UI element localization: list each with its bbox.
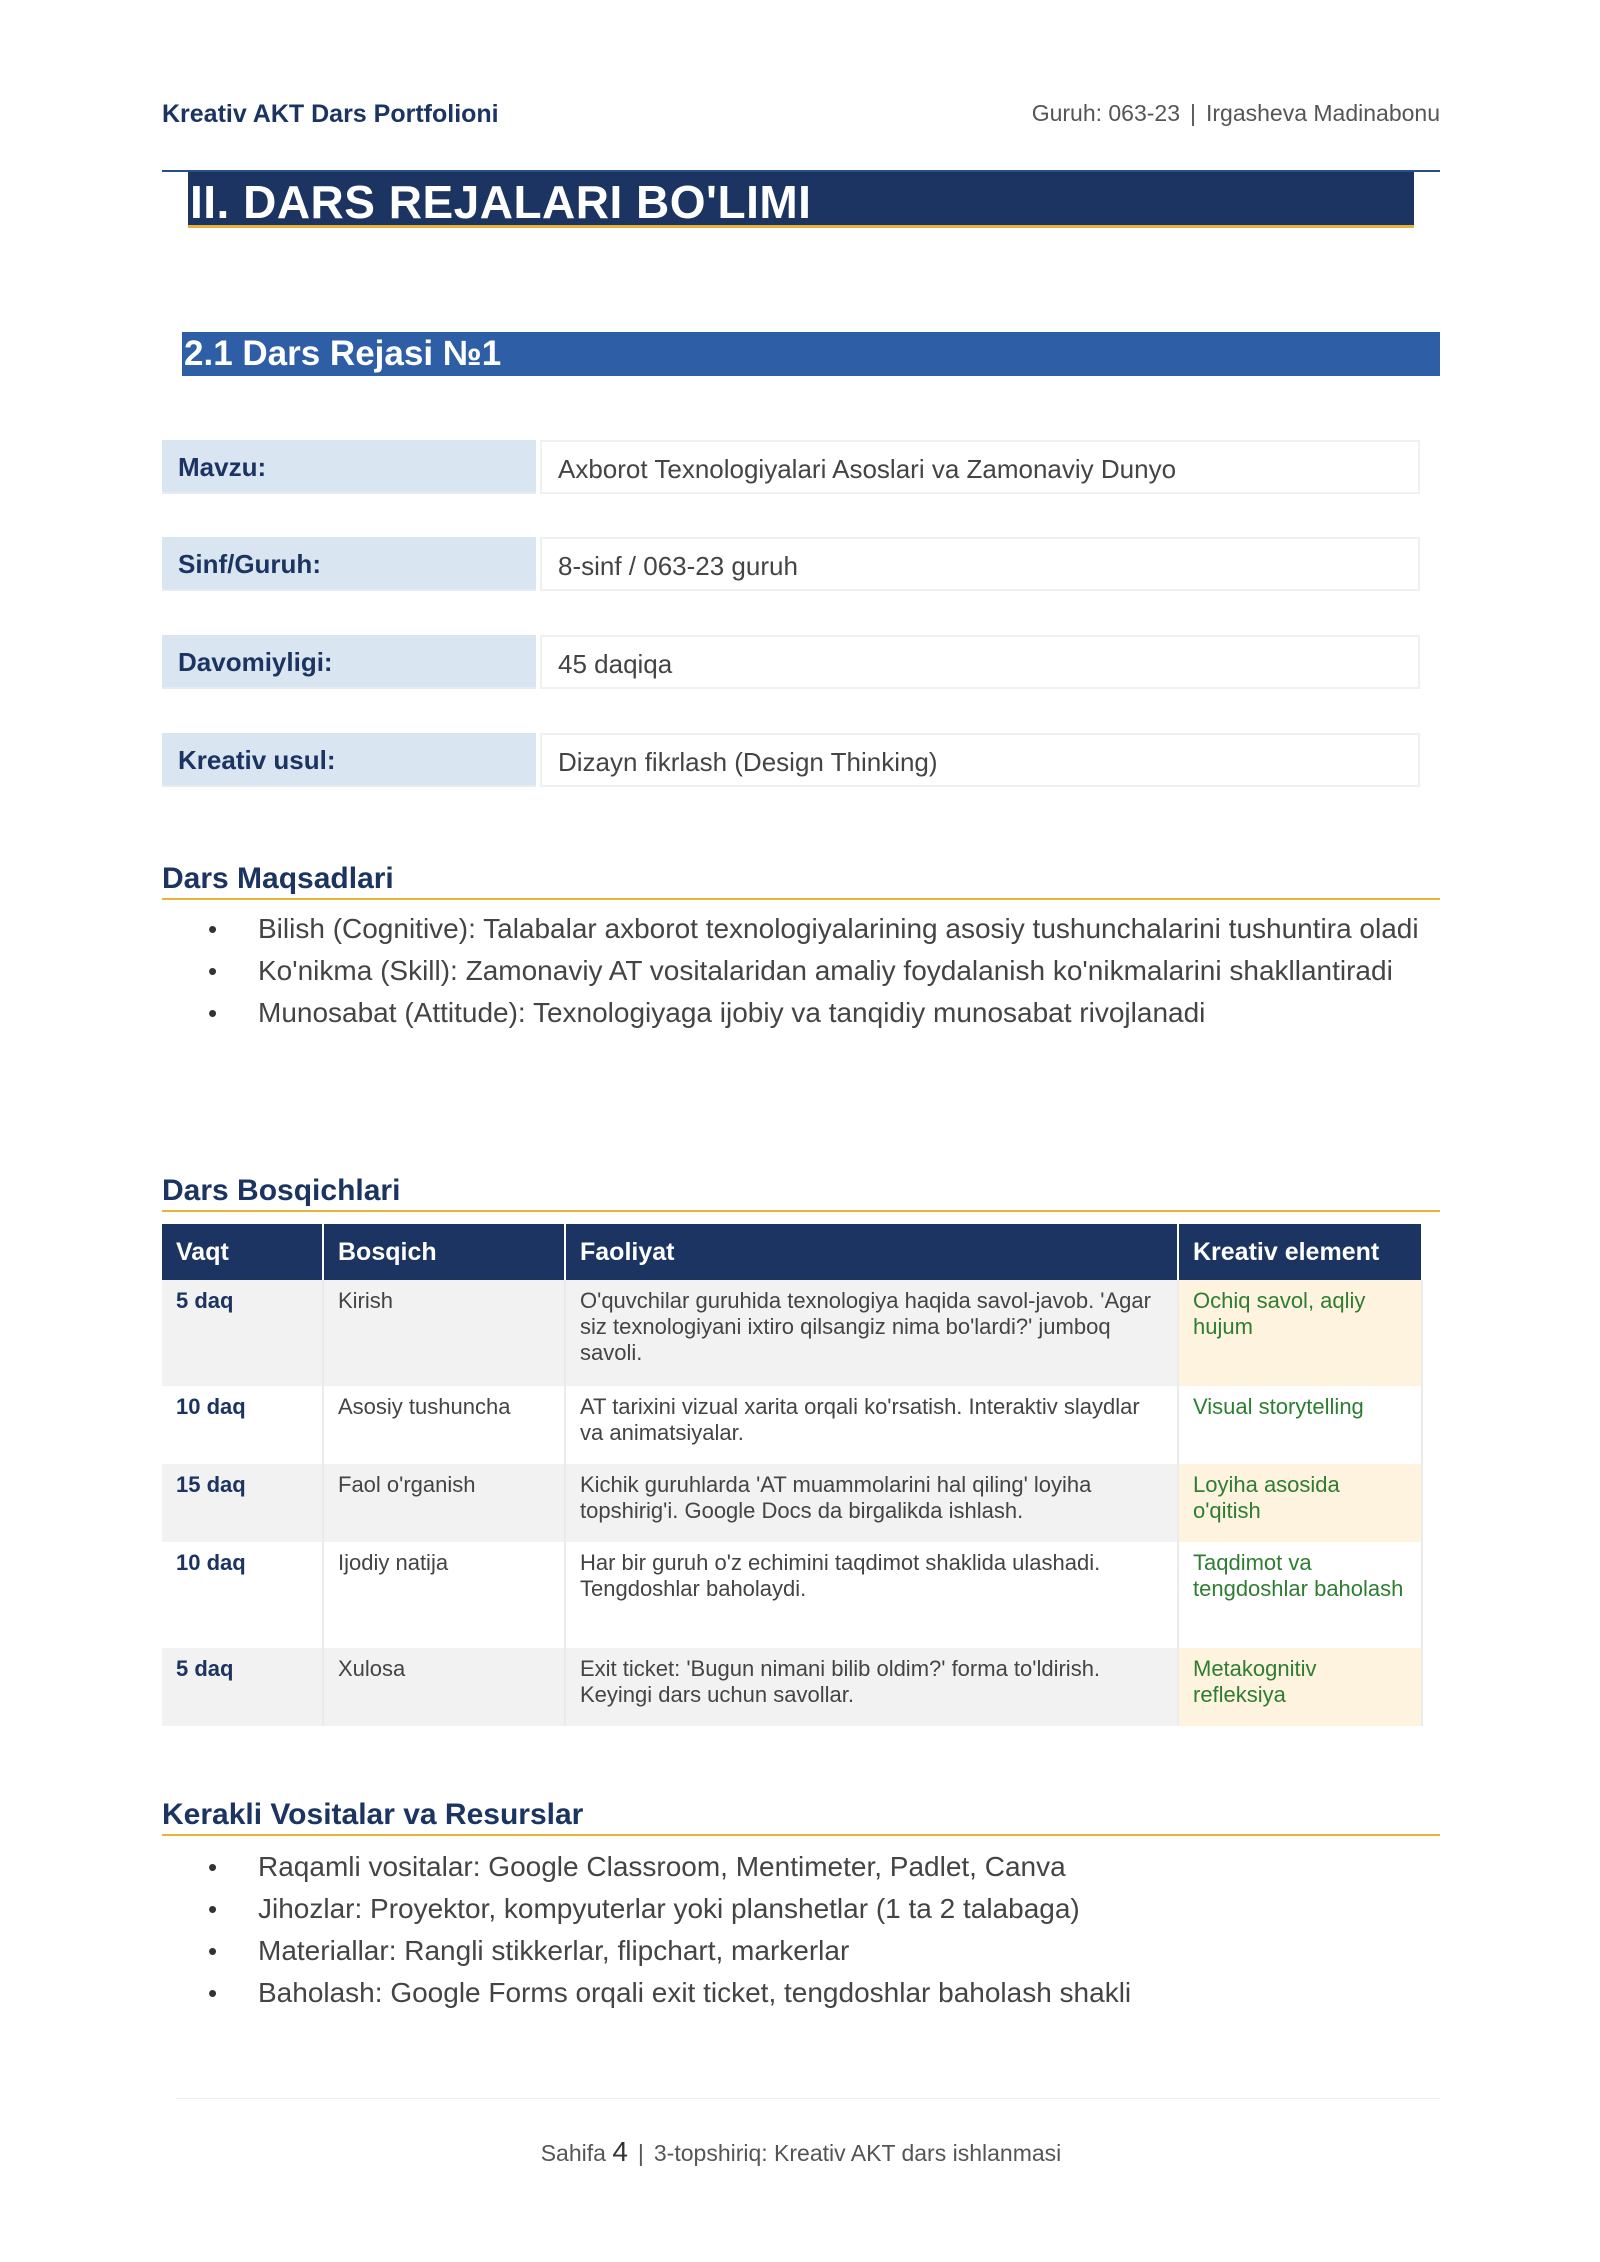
- column-header: Vaqt: [162, 1224, 323, 1280]
- assignment-label: 3-topshiriq: Kreativ AKT dars ishlanmasi: [653, 2140, 1062, 2166]
- info-label: Davomiyligi:: [162, 635, 536, 689]
- list-item: • Ko'nikma (Skill): Zamonaviy AT vositalaridan amaliy foydalanish ko'nikmalarini shakllantiradi: [208, 955, 1393, 986]
- table-row: [162, 1280, 1422, 1386]
- list-item: • Baholash: Google Forms orqali exit ticket, tengdoshlar baholash shakli: [208, 1977, 1132, 2008]
- bullet-icon: •: [208, 998, 218, 1028]
- resources-heading: Kerakli Vositalar va Resurslar: [162, 1798, 1440, 1836]
- info-row-class: [162, 537, 1420, 591]
- stages-heading: Dars Bosqichlari: [162, 1174, 1440, 1212]
- list-item: • Jihozlar: Proyektor, kompyuterlar yoki planshetlar (1 ta 2 talabaga): [208, 1893, 1080, 1924]
- info-label: Mavzu:: [162, 440, 536, 494]
- time-cell: 5 daq: [162, 1280, 323, 1386]
- footer-separator: |: [637, 2140, 644, 2166]
- activity-cell: Har bir guruh o'z echimini taqdimot shaklida ulashadi. Tengdoshlar baholaydi.: [565, 1542, 1178, 1648]
- page-header: [162, 100, 1440, 130]
- portfolio-title: Kreativ AKT Dars Portfolioni: [162, 100, 499, 128]
- section-title: II. DARS REJALARI BO'LIMI: [190, 176, 812, 228]
- section-banner: [188, 172, 1414, 228]
- page-footer: [162, 2136, 1440, 2168]
- stage-cell: Ijodiy natija: [323, 1542, 565, 1648]
- header-meta: [1032, 100, 1440, 127]
- table-header-row: [162, 1224, 1422, 1280]
- list-item: • Raqamli vositalar: Google Classroom, Mentimeter, Padlet, Canva: [208, 1851, 1066, 1882]
- info-value: 8-sinf / 063-23 guruh: [540, 537, 1420, 591]
- stage-cell: Kirish: [323, 1280, 565, 1386]
- goals-list: [162, 912, 1440, 1030]
- bullet-icon: •: [208, 956, 218, 986]
- goals-heading: Dars Maqsadlari: [162, 862, 1440, 900]
- page-number: 4: [612, 2136, 628, 2167]
- info-value: Axborot Texnologiyalari Asoslari va Zamonaviy Dunyo: [540, 440, 1420, 494]
- table-row: [162, 1386, 1422, 1464]
- info-row-duration: [162, 635, 1420, 689]
- stage-cell: Asosiy tushuncha: [323, 1386, 565, 1464]
- creative-cell: Metakognitiv refleksiya: [1178, 1648, 1422, 1726]
- table-row: [162, 1648, 1422, 1726]
- lesson-title: 2.1 Dars Rejasi №1: [184, 334, 502, 373]
- column-header: Faoliyat: [565, 1224, 1178, 1280]
- bullet-icon: •: [208, 1852, 218, 1882]
- creative-cell: Loyiha asosida o'qitish: [1178, 1464, 1422, 1542]
- info-row-method: [162, 733, 1420, 787]
- page-label: Sahifa: [540, 2140, 606, 2166]
- list-item: • Bilish (Cognitive): Talabalar axborot texnologiyalarining asosiy tushunchalarini tushuntira oladi: [208, 913, 1419, 944]
- activity-cell: AT tarixini vizual xarita orqali ko'rsatish. Interaktiv slaydlar va animatsiyalar.: [565, 1386, 1178, 1464]
- column-header: Bosqich: [323, 1224, 565, 1280]
- creative-cell: Ochiq savol, aqliy hujum: [1178, 1280, 1422, 1386]
- header-separator: |: [1190, 100, 1196, 126]
- footer-divider: [176, 2098, 1440, 2099]
- bullet-icon: •: [208, 1894, 218, 1924]
- activity-cell: Kichik guruhlarda 'AT muammolarini hal qiling' loyiha topshirig'i. Google Docs da birgalikda ishlash.: [565, 1464, 1178, 1542]
- info-row-topic: [162, 440, 1420, 494]
- info-label: Kreativ usul:: [162, 733, 536, 787]
- time-cell: 15 daq: [162, 1464, 323, 1542]
- column-header: Kreativ element: [1178, 1224, 1422, 1280]
- stage-cell: Faol o'rganish: [323, 1464, 565, 1542]
- time-cell: 10 daq: [162, 1542, 323, 1648]
- group-label: Guruh: 063-23: [1031, 100, 1181, 126]
- creative-cell: Taqdimot va tengdoshlar baholash: [1178, 1542, 1422, 1648]
- list-item: • Munosabat (Attitude): Texnologiyaga ijobiy va tanqidiy munosabat rivojlanadi: [208, 997, 1206, 1028]
- activity-cell: Exit ticket: 'Bugun nimani bilib oldim?' forma to'ldirish. Keyingi dars uchun savollar.: [565, 1648, 1178, 1726]
- author-name: Irgasheva Madinabonu: [1206, 100, 1440, 126]
- bullet-icon: •: [208, 1978, 218, 2008]
- info-value: Dizayn fikrlash (Design Thinking): [540, 733, 1420, 787]
- table-row: [162, 1542, 1422, 1648]
- time-cell: 5 daq: [162, 1648, 323, 1726]
- table-row: [162, 1464, 1422, 1542]
- stages-table: [162, 1224, 1423, 1726]
- lesson-title-bar: [182, 332, 1440, 376]
- info-value: 45 daqiqa: [540, 635, 1420, 689]
- activity-cell: O'quvchilar guruhida texnologiya haqida savol-javob. 'Agar siz texnologiyani ixtiro qilsangiz nima bo'lardi?' jumboq savoli.: [565, 1280, 1178, 1386]
- list-item: • Materiallar: Rangli stikkerlar, flipchart, markerlar: [208, 1935, 850, 1966]
- creative-cell: Visual storytelling: [1178, 1386, 1422, 1464]
- info-label: Sinf/Guruh:: [162, 537, 536, 591]
- resources-list: [162, 1850, 1440, 2010]
- bullet-icon: •: [208, 914, 218, 944]
- stage-cell: Xulosa: [323, 1648, 565, 1726]
- bullet-icon: •: [208, 1936, 218, 1966]
- time-cell: 10 daq: [162, 1386, 323, 1464]
